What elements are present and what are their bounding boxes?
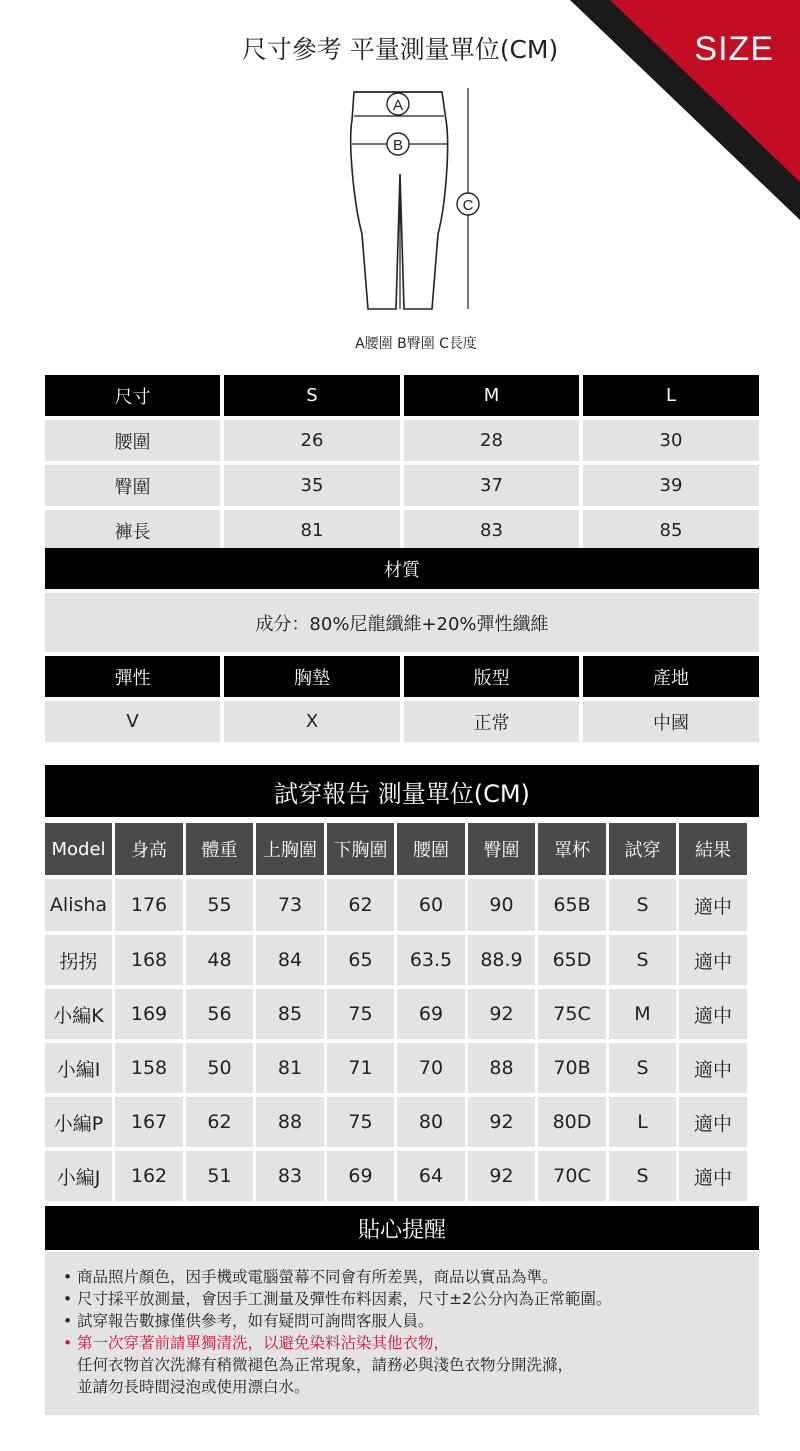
attribute-value: 正常 [404,701,579,742]
attribute-header: 胸墊 [224,656,400,697]
report-cell: 92 [468,1151,535,1201]
report-cell: 63.5 [397,935,465,985]
report-cell: 73 [256,879,324,931]
report-cell: 適中 [679,1043,747,1093]
report-cell: 64 [397,1151,465,1201]
report-cell: 92 [468,989,535,1039]
report-cell: 75C [538,989,606,1039]
svg-text:B: B [392,137,404,154]
tip-item: • 試穿報告數據僅供參考，如有疑問可詢問客服人員。 [63,1312,434,1330]
report-cell: 167 [115,1097,183,1147]
report-cell: 176 [115,879,183,931]
report-cell: 92 [468,1097,535,1147]
attribute-table [45,656,759,742]
tips-list [45,1252,759,1415]
report-header: 腰圍 [397,823,465,875]
report-cell: 84 [256,935,324,985]
report-cell: 75 [327,1097,394,1147]
tips-heading: 貼心提醒 [45,1206,759,1250]
tip-item: • 商品照片顏色，因手機或電腦螢幕不同會有所差異，商品以實品為準。 [63,1268,558,1286]
report-header: 結果 [679,823,747,875]
attribute-value: 中國 [583,701,759,742]
report-cell: 62 [186,1097,253,1147]
report-header: 體重 [186,823,253,875]
size-cell: 30 [583,420,759,461]
size-table [45,375,759,551]
size-header: L [583,375,759,416]
report-cell: M [609,989,676,1039]
attribute-value: X [224,701,400,742]
size-cell: 腰圍 [45,420,220,461]
size-cell: 85 [583,510,759,551]
report-cell: 適中 [679,1097,747,1147]
report-cell: 62 [327,879,394,931]
size-cell: 81 [224,510,400,551]
report-cell: 162 [115,1151,183,1201]
report-cell: 70C [538,1151,606,1201]
report-cell: 169 [115,989,183,1039]
size-header: S [224,375,400,416]
diagram-legend: A腰圍 B臀圍 C長度 [355,336,477,352]
report-header: 下胸圍 [327,823,394,875]
pants-diagram [340,84,490,319]
size-cell: 39 [583,465,759,506]
report-cell: 90 [468,879,535,931]
report-cell: 60 [397,879,465,931]
size-cell: 35 [224,465,400,506]
report-model-name: 拐拐 [45,935,112,985]
report-model-name: 小編J [45,1151,112,1201]
tip-item: • 尺寸採平放測量，會因手工測量及彈性布料因素，尺寸±2公分內為正常範圍。 [63,1290,612,1308]
size-cell: 26 [224,420,400,461]
report-cell: 85 [256,989,324,1039]
tip-warning: • 第一次穿著前請單獨清洗，以避免染料沾染其他衣物， 任何衣物首次洗滌有稍微褪色為正常現象，請務必與淺色衣物分開洗滌， 並請勿長時間浸泡或使用漂白水。 [63,1334,574,1396]
report-cell: 88.9 [468,935,535,985]
report-cell: 55 [186,879,253,931]
report-cell: 75 [327,989,394,1039]
report-model-name: Alisha [45,879,112,931]
attribute-header: 版型 [404,656,579,697]
report-cell: 80D [538,1097,606,1147]
page-title: 尺寸參考 平量測量單位(CM) [241,35,559,64]
mark-c [457,193,479,215]
report-cell: 48 [186,935,253,985]
report-cell: 69 [327,1151,394,1201]
svg-text:A: A [392,97,404,114]
report-cell: 適中 [679,1151,747,1201]
report-cell: 80 [397,1097,465,1147]
report-cell: 168 [115,935,183,985]
report-cell: 71 [327,1043,394,1093]
report-cell: 50 [186,1043,253,1093]
report-cell: S [609,935,676,985]
attribute-value: V [45,701,220,742]
report-cell: 158 [115,1043,183,1093]
report-cell: 88 [256,1097,324,1147]
size-corner-label: SIZE [694,30,774,68]
report-model-name: 小編P [45,1097,112,1147]
material-text: 成分：80%尼龍纖維+20%彈性纖維 [45,593,759,652]
size-cell: 28 [404,420,579,461]
report-header: 上胸圍 [256,823,324,875]
report-header: 罩杯 [538,823,606,875]
report-cell: 適中 [679,989,747,1039]
report-cell: 88 [468,1043,535,1093]
report-model-name: 小編K [45,989,112,1039]
report-cell: 70 [397,1043,465,1093]
report-cell: 70B [538,1043,606,1093]
report-cell: 69 [397,989,465,1039]
report-heading: 試穿報告 測量單位(CM) [45,765,759,817]
report-cell: 56 [186,989,253,1039]
attribute-header: 產地 [583,656,759,697]
report-cell: 65 [327,935,394,985]
report-model-name: 小編I [45,1043,112,1093]
mark-a [387,93,409,115]
report-cell: 81 [256,1043,324,1093]
report-table [45,823,800,1201]
size-cell: 37 [404,465,579,506]
report-header: 身高 [115,823,183,875]
size-header: M [404,375,579,416]
report-cell: L [609,1097,676,1147]
report-cell: 51 [186,1151,253,1201]
svg-text:C: C [462,197,474,214]
report-header: Model [45,823,112,875]
report-cell: S [609,1043,676,1093]
report-cell: 65B [538,879,606,931]
report-header: 試穿 [609,823,676,875]
size-header: 尺寸 [45,375,220,416]
report-cell: 83 [256,1151,324,1201]
report-cell: S [609,1151,676,1201]
material-heading: 材質 [45,548,759,589]
size-cell: 83 [404,510,579,551]
report-cell: 適中 [679,879,747,931]
report-cell: S [609,879,676,931]
size-cell: 褲長 [45,510,220,551]
report-header: 臀圍 [468,823,535,875]
mark-b [387,133,409,155]
report-cell: 適中 [679,935,747,985]
size-cell: 臀圍 [45,465,220,506]
attribute-header: 彈性 [45,656,220,697]
report-cell: 65D [538,935,606,985]
